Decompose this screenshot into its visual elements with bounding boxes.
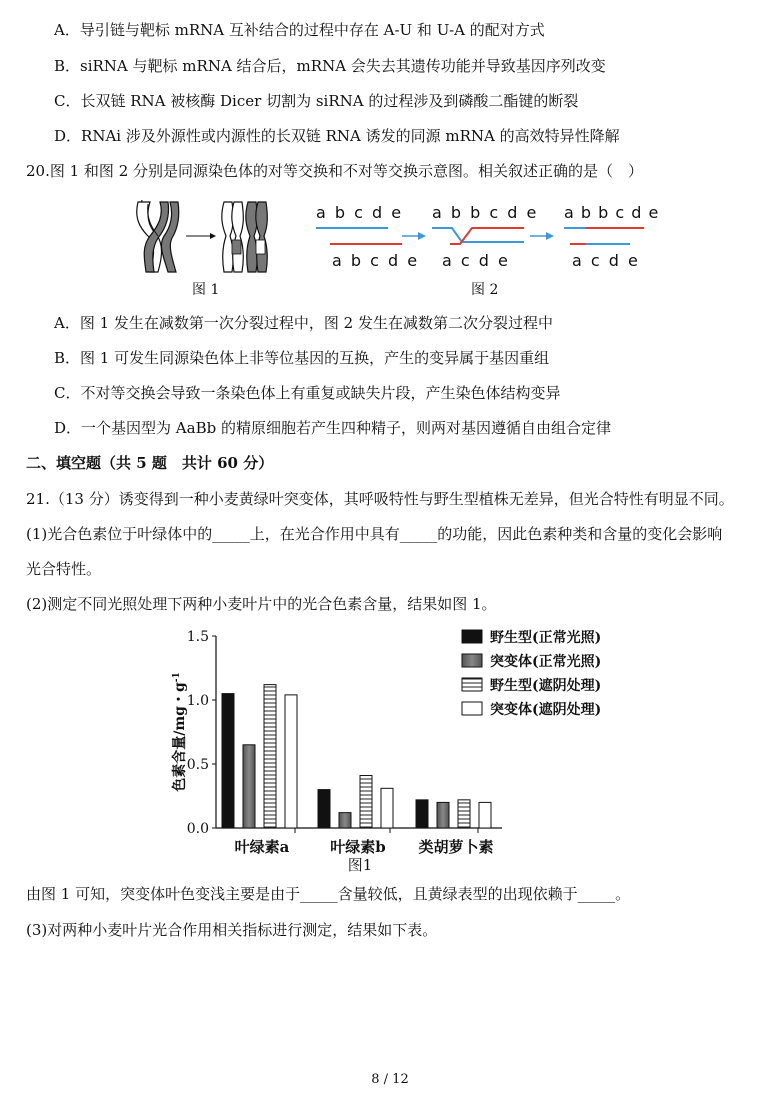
fig2-s3-top-label: a b b c d e: [564, 203, 660, 222]
y-tick-label: 0.5: [186, 757, 209, 773]
bar: [360, 776, 372, 828]
legend-swatch: [462, 678, 482, 691]
bar: [264, 685, 276, 828]
y-tick-label: 1.5: [186, 629, 209, 645]
bar: [222, 694, 234, 828]
bar: [243, 745, 255, 828]
bar: [339, 813, 351, 828]
fig2-s2-bottom-label: a c d e: [442, 251, 510, 270]
chart-title: 图1: [347, 856, 373, 874]
legend-label: 野生型(遮阴处理): [490, 678, 602, 694]
fig2-s3-bottom-label: a c d e: [572, 251, 640, 270]
section2-title: 二、填空题（共 5 题 共计 60 分）: [26, 454, 274, 472]
bar: [285, 695, 297, 828]
legend-label: 突变体(正常光照): [490, 654, 602, 670]
page-number: 8 / 12: [371, 1072, 409, 1087]
q21-after-chart: 由图 1 可知，突变体叶色变浅主要是由于_____含量较低，且黄绿表型的出现依赖于_____。: [26, 885, 631, 903]
bar: [437, 802, 449, 828]
bar: [479, 802, 491, 828]
fig2-s2-top-label: a b b c d e: [432, 203, 539, 222]
legend-swatch: [462, 654, 482, 667]
bar: [381, 788, 393, 828]
q20-option-b: B．图 1 可发生同源染色体上非等位基因的互换，产生的变异属于基因重组: [54, 349, 550, 367]
figure2-caption: 图 2: [471, 282, 499, 298]
fig2-s1-top-label: a b c d e: [316, 203, 404, 222]
figure1-caption: 图 1: [192, 282, 220, 298]
y-axis-label: 色素含量/mg・$g^{-1}$: [172, 672, 188, 792]
y-tick-label: 1.0: [186, 693, 209, 709]
figure1-chromosomes: [130, 196, 280, 276]
q19-option-d: D．RNAi 涉及外源性或内源性的长双链 RNA 诱发的同源 mRNA 的高效特异性降解: [54, 127, 620, 145]
q19-option-b: B．siRNA 与靶标 mRNA 结合后，mRNA 会失去其遗传功能并导致基因序列改变: [54, 57, 606, 75]
figure2-crossover: [310, 198, 680, 274]
q20-option-c: C．不对等交换会导致一条染色体上有重复或缺失片段，产生染色体结构变异: [54, 384, 561, 402]
bar: [458, 800, 470, 828]
pigment-bar-chart: [160, 622, 630, 877]
q21-part2: (2)测定不同光照处理下两种小麦叶片中的光合色素含量，结果如图 1。: [26, 595, 497, 613]
q21-part1-line2: 光合特性。: [26, 560, 102, 578]
q21-part1-line1: (1)光合色素位于叶绿体中的_____上，在光合作用中具有_____的功能，因此色素种类和含量的变化会影响: [26, 525, 723, 543]
legend-swatch: [462, 702, 482, 715]
q21-part3: (3)对两种小麦叶片光合作用相关指标进行测定，结果如下表。: [26, 921, 438, 939]
x-category-label: 叶绿素a: [234, 838, 290, 856]
q19-option-a: A．导引链与靶标 mRNA 互补结合的过程中存在 A-U 和 U-A 的配对方式: [54, 21, 545, 39]
legend-swatch: [462, 630, 482, 643]
x-category-label: 类胡萝卜素: [418, 838, 494, 856]
bar: [318, 790, 330, 828]
fig2-s1-bottom-label: a b c d e: [332, 251, 420, 270]
legend-label: 野生型(正常光照): [490, 630, 602, 646]
y-tick-label: 0.0: [186, 821, 209, 837]
q20-option-d: D．一个基因型为 AaBb 的精原细胞若产生四种精子，则两对基因遵循自由组合定律: [54, 419, 611, 437]
q19-option-c: C．长双链 RNA 被核酶 Dicer 切割为 siRNA 的过程涉及到磷酸二酯键的断裂: [54, 92, 579, 110]
legend-label: 突变体(遮阴处理): [490, 702, 602, 718]
q20-option-a: A．图 1 发生在减数第一次分裂过程中，图 2 发生在减数第二次分裂过程中: [54, 314, 553, 332]
q20-stem: 20.图 1 和图 2 分别是同源染色体的对等交换和不对等交换示意图。相关叙述正确的是（ ）: [26, 162, 644, 180]
bar: [416, 800, 428, 828]
q21-stem: 21.（13 分）诱变得到一种小麦黄绿叶突变体，其呼吸特性与野生型植株无差异，但光合特性有明显不同。: [26, 490, 734, 508]
x-category-label: 叶绿素b: [330, 838, 386, 856]
